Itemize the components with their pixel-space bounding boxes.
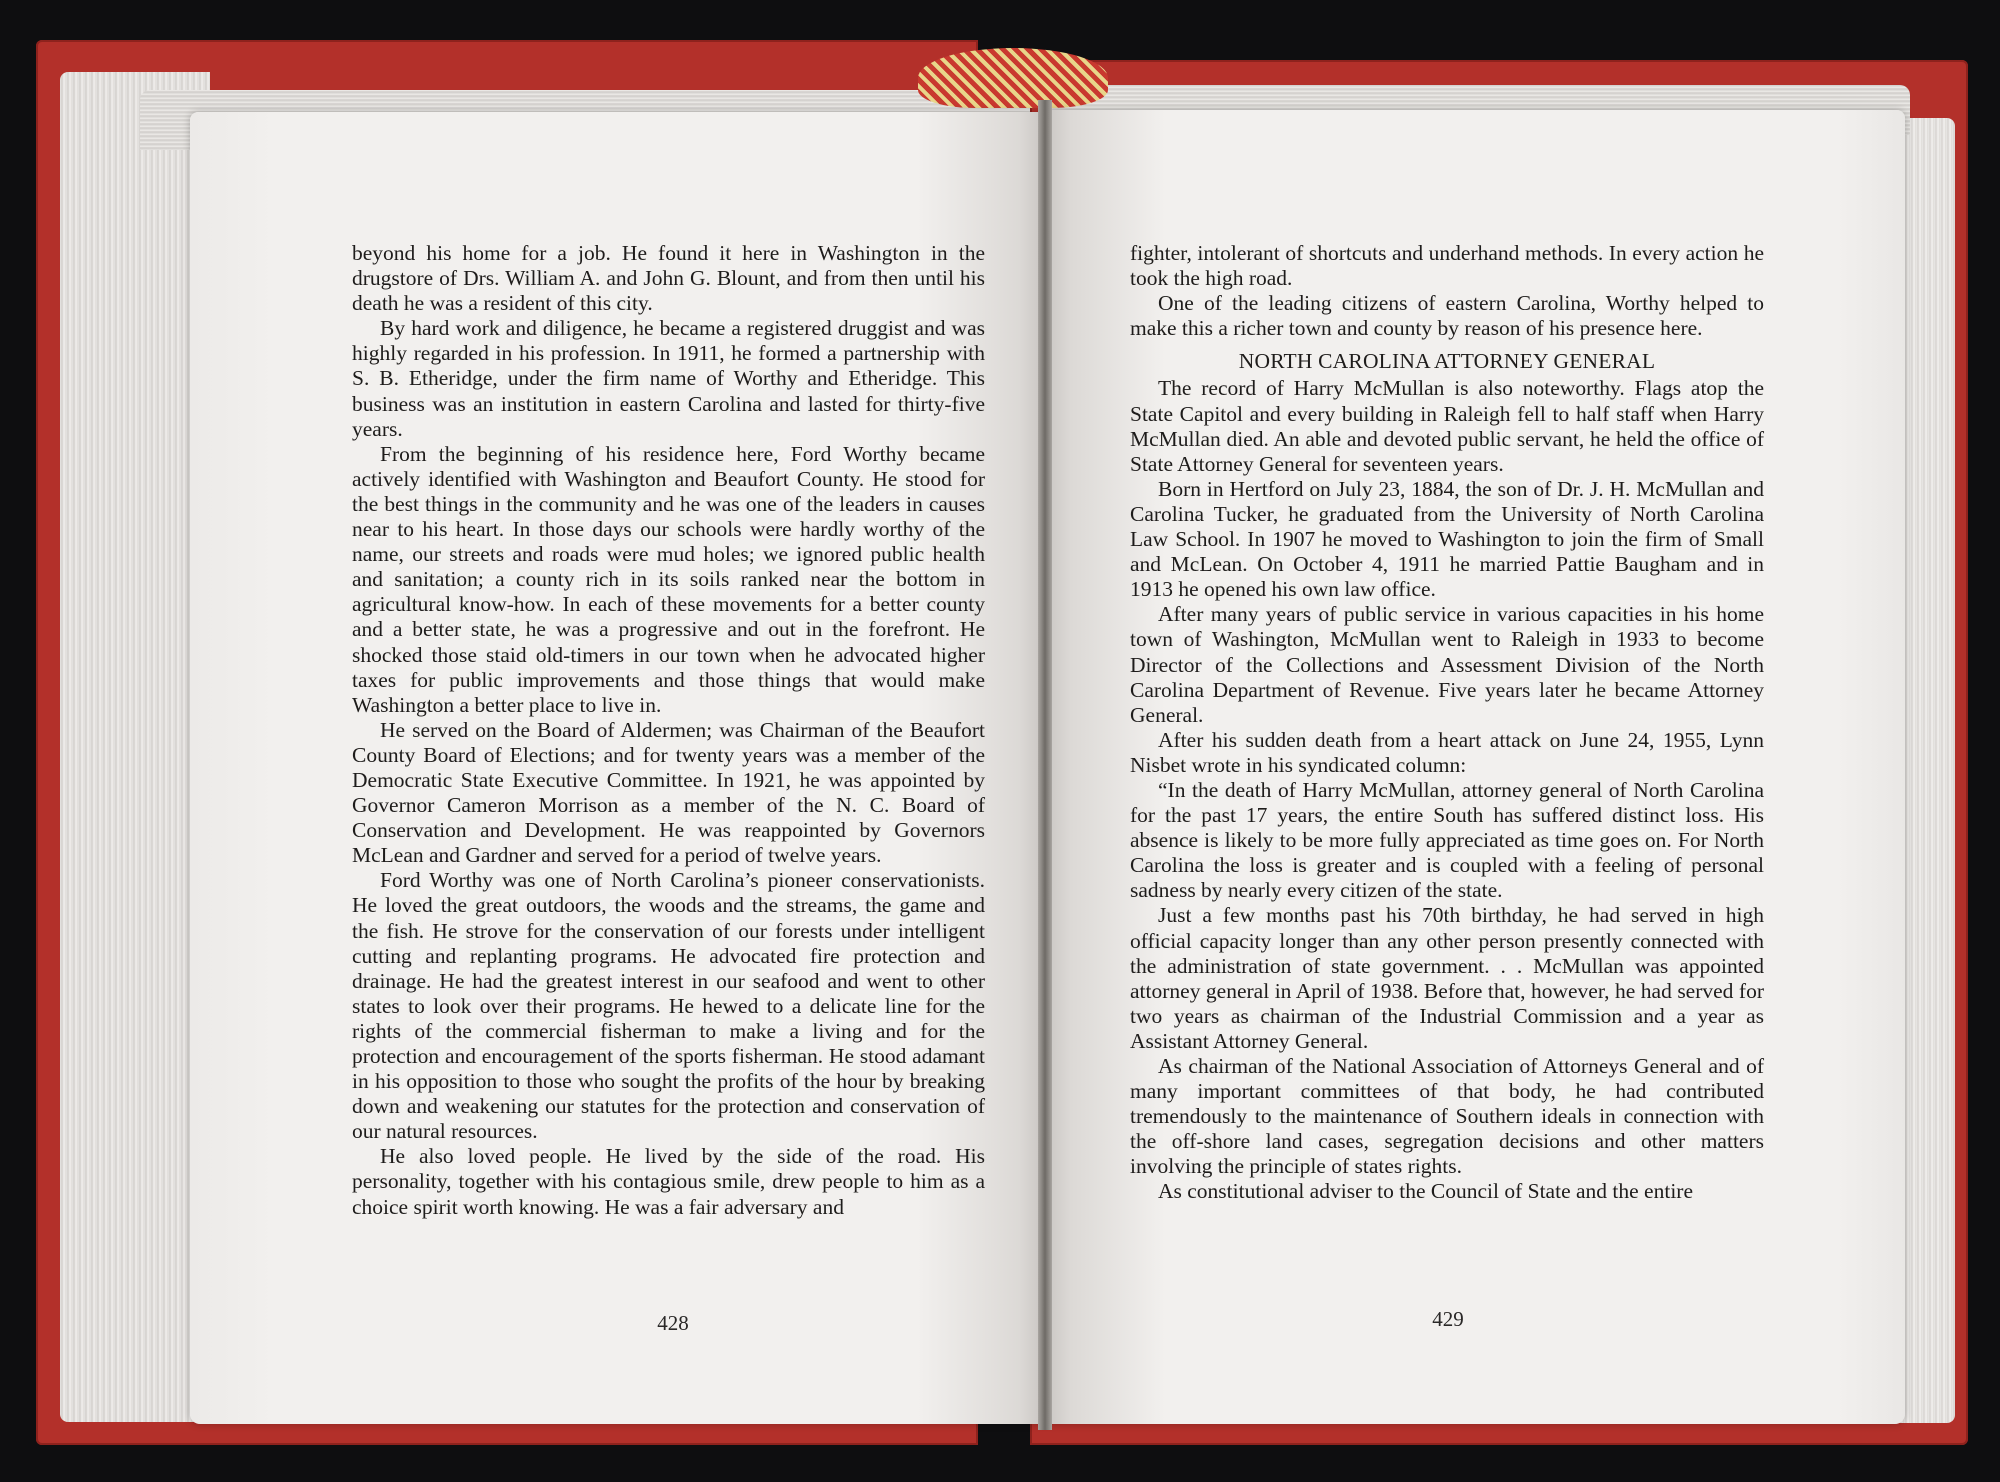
page-number-right: 429 [1432, 1307, 1464, 1331]
paragraph: One of the leading citizens of eastern Carolina, Worthy helped to make this a richer town and county by reason of his presence here. [1130, 291, 1764, 341]
page-number-left: 428 [657, 1311, 689, 1335]
paragraph: After his sudden death from a heart attack on June 24, 1955, Lynn Nisbet wrote in his syndicated column: [1130, 727, 1764, 777]
paragraph: Ford Worthy was one of North Carolina’s pioneer conservationists. He loved the great outdoors, the woods and the streams, the game and the fish. He strove for the conservation of our forests under intelligent cutting and replanting programs. He advocated fire protection and drainage. He had the greatest interest in our seafood and went to other states to look over their programs. He hewed to a delicate line for the rights of the commercial fisherman to make a living and for the protection and encouragement of the sports fisherman. He stood adamant in his opposition to those who sought the profits of the hour by breaking down and weakening our statutes for the protection and conservation of our natural resources. [352, 868, 985, 1144]
paragraph: The record of Harry McMullan is also noteworthy. Flags atop the State Capitol and every building in Raleigh fell to half staff when Harry McMullan died. An able and devoted public servant, he held the office of State Attorney General for seventeen years. [1130, 376, 1764, 476]
paragraph: beyond his home for a job. He found it here in Washington in the drugstore of Drs. William A. and John G. Blount, and from then until his death he was a resident of this city. [352, 241, 985, 316]
paragraph: Just a few months past his 70th birthday, he had served in high official capacity longer than any other person presently connected with the administration of state government. . . McMullan was appointed attorney general in April of 1938. Before that, however, he had served for two years as chairman of the Industrial Commission and a year as Assistant Attorney General. [1130, 903, 1764, 1053]
paragraph: “In the death of Harry McMullan, attorney general of North Carolina for the past 17 years, the entire South has suffered distinct loss. His absence is likely to be more fully appreciated as time goes on. For North Carolina the loss is greater and is coupled with a feeling of personal sadness by nearly every citizen of the state. [1130, 777, 1764, 903]
section-heading: NORTH CAROLINA ATTORNEY GENERAL [1238, 349, 1656, 374]
right-page-text [1130, 241, 1764, 1205]
book-gutter [1038, 100, 1052, 1430]
left-page-text [352, 241, 985, 1220]
paragraph: From the beginning of his residence here, Ford Worthy became actively identified with Washington and Beaufort County. He stood for the best things in the community and he was one of the leaders in causes near to his heart. In those days our schools were hardly worthy of the name, our streets and roads were mud holes; we ignored public health and sanitation; a county rich in its soils ranked near the bottom in agricultural know-how. In each of these movements for a better county and a better state, he was a progressive and out in the forefront. He shocked those staid old-timers in our town when he advocated higher taxes for public improvements and those things that would make Washington a better place to live in. [352, 441, 985, 717]
paragraph: He served on the Board of Aldermen; was Chairman of the Beaufort County Board of Elections; and for twenty years was a member of the Democratic State Executive Committee. In 1921, he was appointed by Governor Cameron Morrison as a member of the N. C. Board of Conservation and Development. He was reappointed by Governors McLean and Gardner and served for a period of twelve years. [352, 717, 985, 868]
paragraph: After many years of public service in various capacities in his home town of Washington, McMullan went to Raleigh in 1933 to become Director of the Collections and Assessment Division of the North Carolina Department of Revenue. Five years later he became Attorney General. [1130, 602, 1764, 727]
paragraph: By hard work and diligence, he became a registered druggist and was highly regarded in his profession. In 1911, he formed a partnership with S. B. Etheridge, under the firm name of Worthy and Etheridge. This business was an institution in eastern Carolina and lasted for thirty-five years. [352, 316, 985, 441]
paragraph: As chairman of the National Association of Attorneys General and of many important committees of that body, he had contributed tremendously to the maintenance of Southern ideals in connection with the off-shore land cases, segregation decisions and other matters involving the principle of states rights. [1130, 1054, 1764, 1179]
paragraph: He also loved people. He lived by the side of the road. His personality, together with his contagious smile, drew people to him as a choice spirit worth knowing. He was a fair adversary and [352, 1144, 985, 1219]
page-edges-left [60, 72, 210, 1422]
paragraph: fighter, intolerant of shortcuts and underhand methods. In every action he took the high road. [1130, 241, 1764, 291]
paragraph: Born in Hertford on July 23, 1884, the son of Dr. J. H. McMullan and Carolina Tucker, he graduated from the University of North Carolina Law School. In 1907 he moved to Washington to join the firm of Small and McLean. On October 4, 1911 he married Pattie Baugham and in 1913 he opened his own law office. [1130, 476, 1764, 602]
headband [918, 48, 1108, 108]
paragraph: As constitutional adviser to the Council of State and the entire [1158, 1179, 1693, 1204]
